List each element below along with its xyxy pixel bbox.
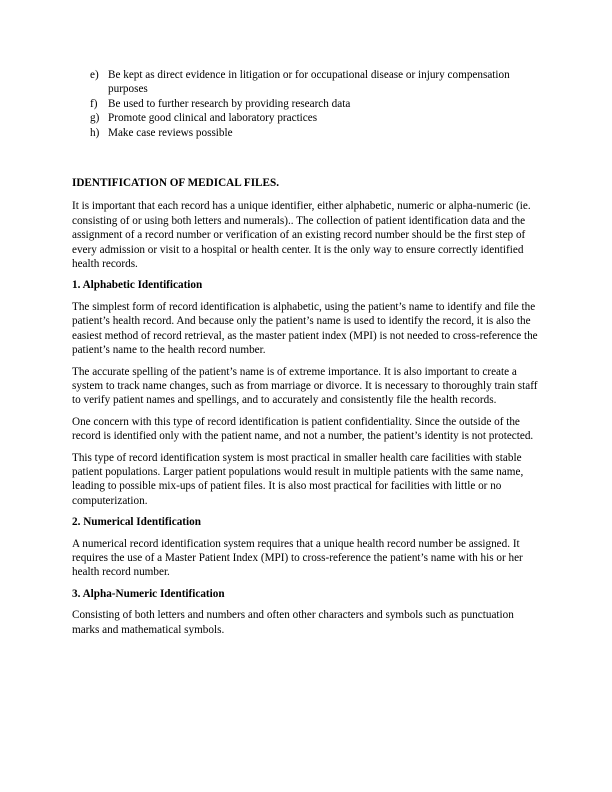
alphabetic-paragraph: The simplest form of record identification is alphabetic, using the patient’s name to identify and file the patient’s health record. And because only the patient’s name is used to identify the record, it is also the easiest method of record retrieval, as the master patient index (MPI) is not needed to cross-reference the patient’s name to the health record number. <box>72 300 538 357</box>
alphabetic-paragraph: This type of record identification system is most practical in smaller health care facilities with stable patient populations. Larger patient populations would result in multiple patients with the same name, leading to possible mix-ups of patient files. It is also most practical for facilities with little or no computerization. <box>72 451 524 507</box>
alphanumeric-heading: 3. Alpha-Numeric Identification <box>72 587 225 600</box>
numerical-heading: 2. Numerical Identification <box>72 516 201 529</box>
document-page <box>72 68 542 644</box>
list-marker: f) <box>90 97 98 110</box>
list-item-text: Be used to further research by providing research data <box>108 97 351 110</box>
intro-paragraph: It is important that each record has a unique identifier, either alphabetic, numeric or alpha-numeric (ie. consisting of or using both letters and numerals).. The collection of patient identification data and the assignment of a record number or verification of an existing record number should be the first step of every admission or visit to a hospital or health center. It is the only way to ensure correctly identified health records. <box>72 200 531 271</box>
list-item-text: Make case reviews possible <box>108 126 233 139</box>
list-item <box>90 126 542 140</box>
alphabetic-paragraph: One concern with this type of record identification is patient confidentiality. Since the outside of the record is identified only with the patient name, and not a number, the patient’s identity is not protected. <box>72 415 534 443</box>
list-item <box>90 97 542 111</box>
alphabetic-paragraph: The accurate spelling of the patient’s name is of extreme importance. It is also important to create a system to track name changes, such as from marriage or divorce. It is necessary to thoroughly train staff to verify patient names and spellings, and to accurately and consistently file the health records. <box>72 365 538 407</box>
list-item <box>90 111 542 125</box>
list-item-text: Be kept as direct evidence in litigation or for occupational disease or injury compensation purposes <box>108 69 510 96</box>
alphabetic-heading: 1. Alphabetic Identification <box>72 279 203 292</box>
section-title: IDENTIFICATION OF MEDICAL FILES. <box>72 177 279 190</box>
list-marker: g) <box>90 112 100 125</box>
numerical-paragraph: A numerical record identification system requires that a unique health record number be assigned. It requires the use of a Master Patient Index (MPI) to cross-reference the patient’s name with his or her health record number. <box>72 537 523 579</box>
purpose-list <box>90 68 542 140</box>
list-marker: h) <box>90 126 100 139</box>
alphanumeric-paragraph: Consisting of both letters and numbers and often other characters and symbols such as punctuation marks and mathematical symbols. <box>72 609 514 636</box>
list-item <box>90 68 542 97</box>
list-item-text: Promote good clinical and laboratory practices <box>108 112 318 125</box>
list-marker: e) <box>90 69 99 81</box>
